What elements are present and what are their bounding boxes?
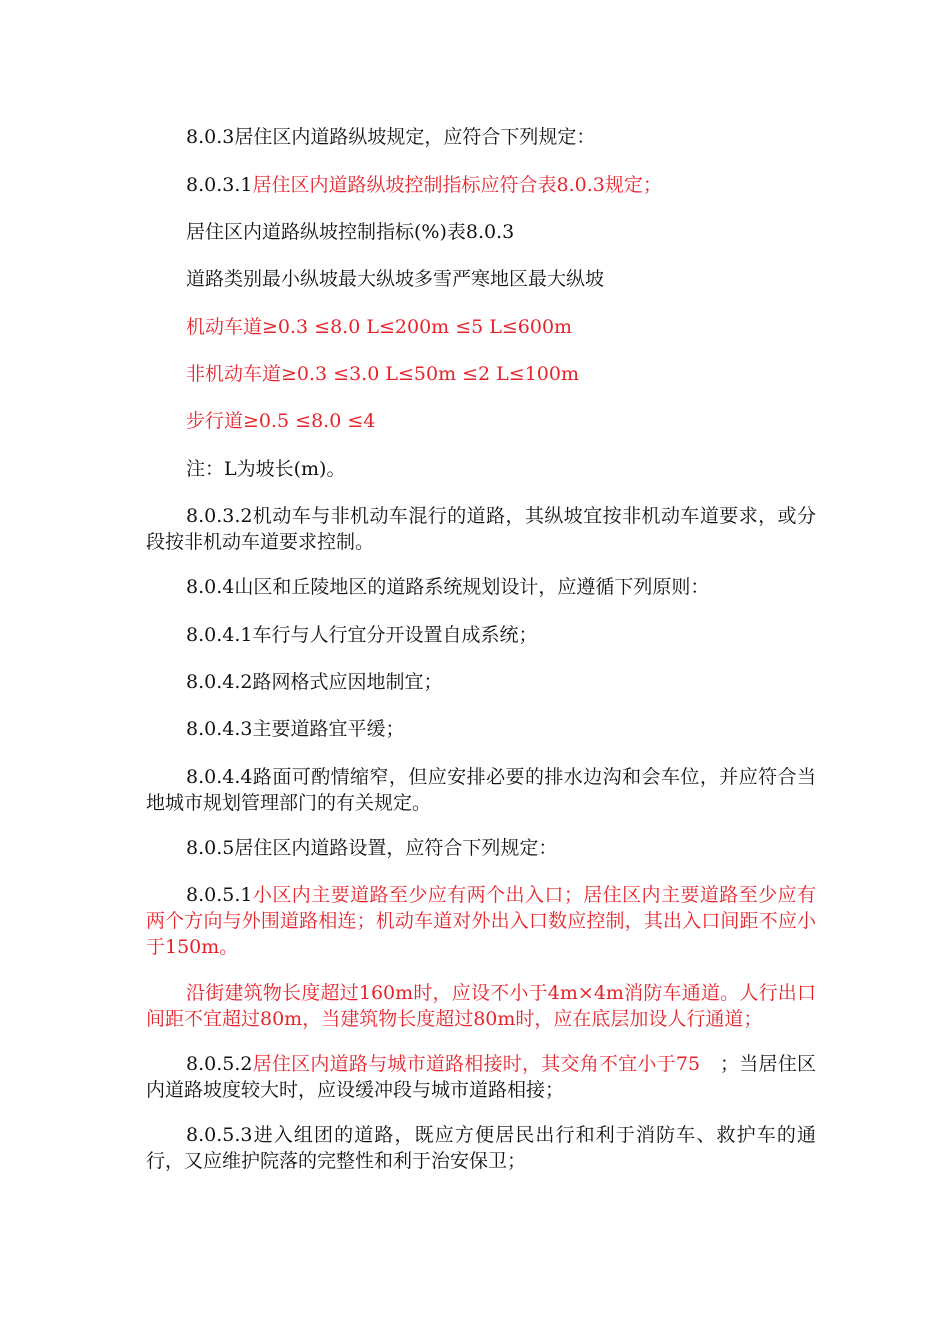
table-header-line: 道路类别最小纵坡最大纵坡多雪严寒地区最大纵坡 [186, 268, 605, 290]
table-caption: 居住区内道路纵坡控制指标(%)表8.0.3 [186, 221, 515, 243]
paragraph-8-0-3-1 [146, 172, 816, 198]
table-row-footpath: 步行道≥0.5 ≤8.0 ≤4 [186, 410, 376, 432]
table-row-motor-lane: 机动车道≥0.3 ≤8.0 L≤200m ≤5 L≤600m [186, 316, 573, 338]
highlighted-text: 居住区内道路与城市道路相接时，其交角不宜小于75 [252, 1053, 701, 1075]
paragraph-8-0-4-2: 8.0.4.2路网格式应因地制宜； [186, 671, 443, 693]
paragraph-8-0-5-2 [146, 1051, 816, 1103]
paragraph-continuation: ；当居住区内道路坡度较大时，应设缓冲段与城市道路相接； [146, 1053, 816, 1101]
paragraph-8-0-5: 8.0.5居住区内道路设置，应符合下列规定： [186, 837, 558, 859]
paragraph-8-0-4-3: 8.0.4.3主要道路宜平缓； [186, 718, 405, 740]
table-note: 注：L为坡长(m)。 [186, 458, 346, 480]
paragraph-8-0-3-2: 8.0.3.2机动车与非机动车混行的道路，其纵坡宜按非机动车道要求，或分段按非机动车道要求控制。 [146, 505, 816, 553]
paragraph-fire-lane: 沿街建筑物长度超过160m时，应设不小于4m×4m消防车通道。人行出口间距不宜超过80m，当建筑物长度超过80m时，应在底层加设人行通道； [146, 982, 816, 1030]
paragraph-8-0-4-1: 8.0.4.1车行与人行宜分开设置自成系统； [186, 624, 538, 646]
clause-number: 8.0.3.1 [186, 174, 253, 196]
paragraph-8-0-5-3: 8.0.5.3进入组团的道路，既应方便居民出行和利于消防车、救护车的通行，又应维护院落的完整性和利于治安保卫； [146, 1124, 816, 1172]
paragraph-8-0-5-1 [146, 882, 816, 960]
highlighted-text: 居住区内道路纵坡控制指标应符合表8.0.3规定； [252, 174, 662, 196]
paragraph-8-0-4-4: 8.0.4.4路面可酌情缩窄，但应安排必要的排水边沟和会车位，并应符合当地城市规划管理部门的有关规定。 [146, 766, 816, 814]
clause-number: 8.0.5.1 [186, 884, 253, 906]
paragraph-8-0-3: 8.0.3居住区内道路纵坡规定，应符合下列规定： [186, 126, 596, 148]
clause-number: 8.0.5.2 [186, 1053, 253, 1075]
paragraph-8-0-4: 8.0.4山区和丘陵地区的道路系统规划设计，应遵循下列原则： [186, 576, 710, 598]
table-row-non-motor-lane: 非机动车道≥0.3 ≤3.0 L≤50m ≤2 L≤100m [186, 363, 579, 385]
highlighted-text: 小区内主要道路至少应有两个出入口；居住区内主要道路至少应有两个方向与外围道路相连；机动车道对外出入口数应控制，其出入口间距不应小于150m。 [146, 884, 816, 958]
